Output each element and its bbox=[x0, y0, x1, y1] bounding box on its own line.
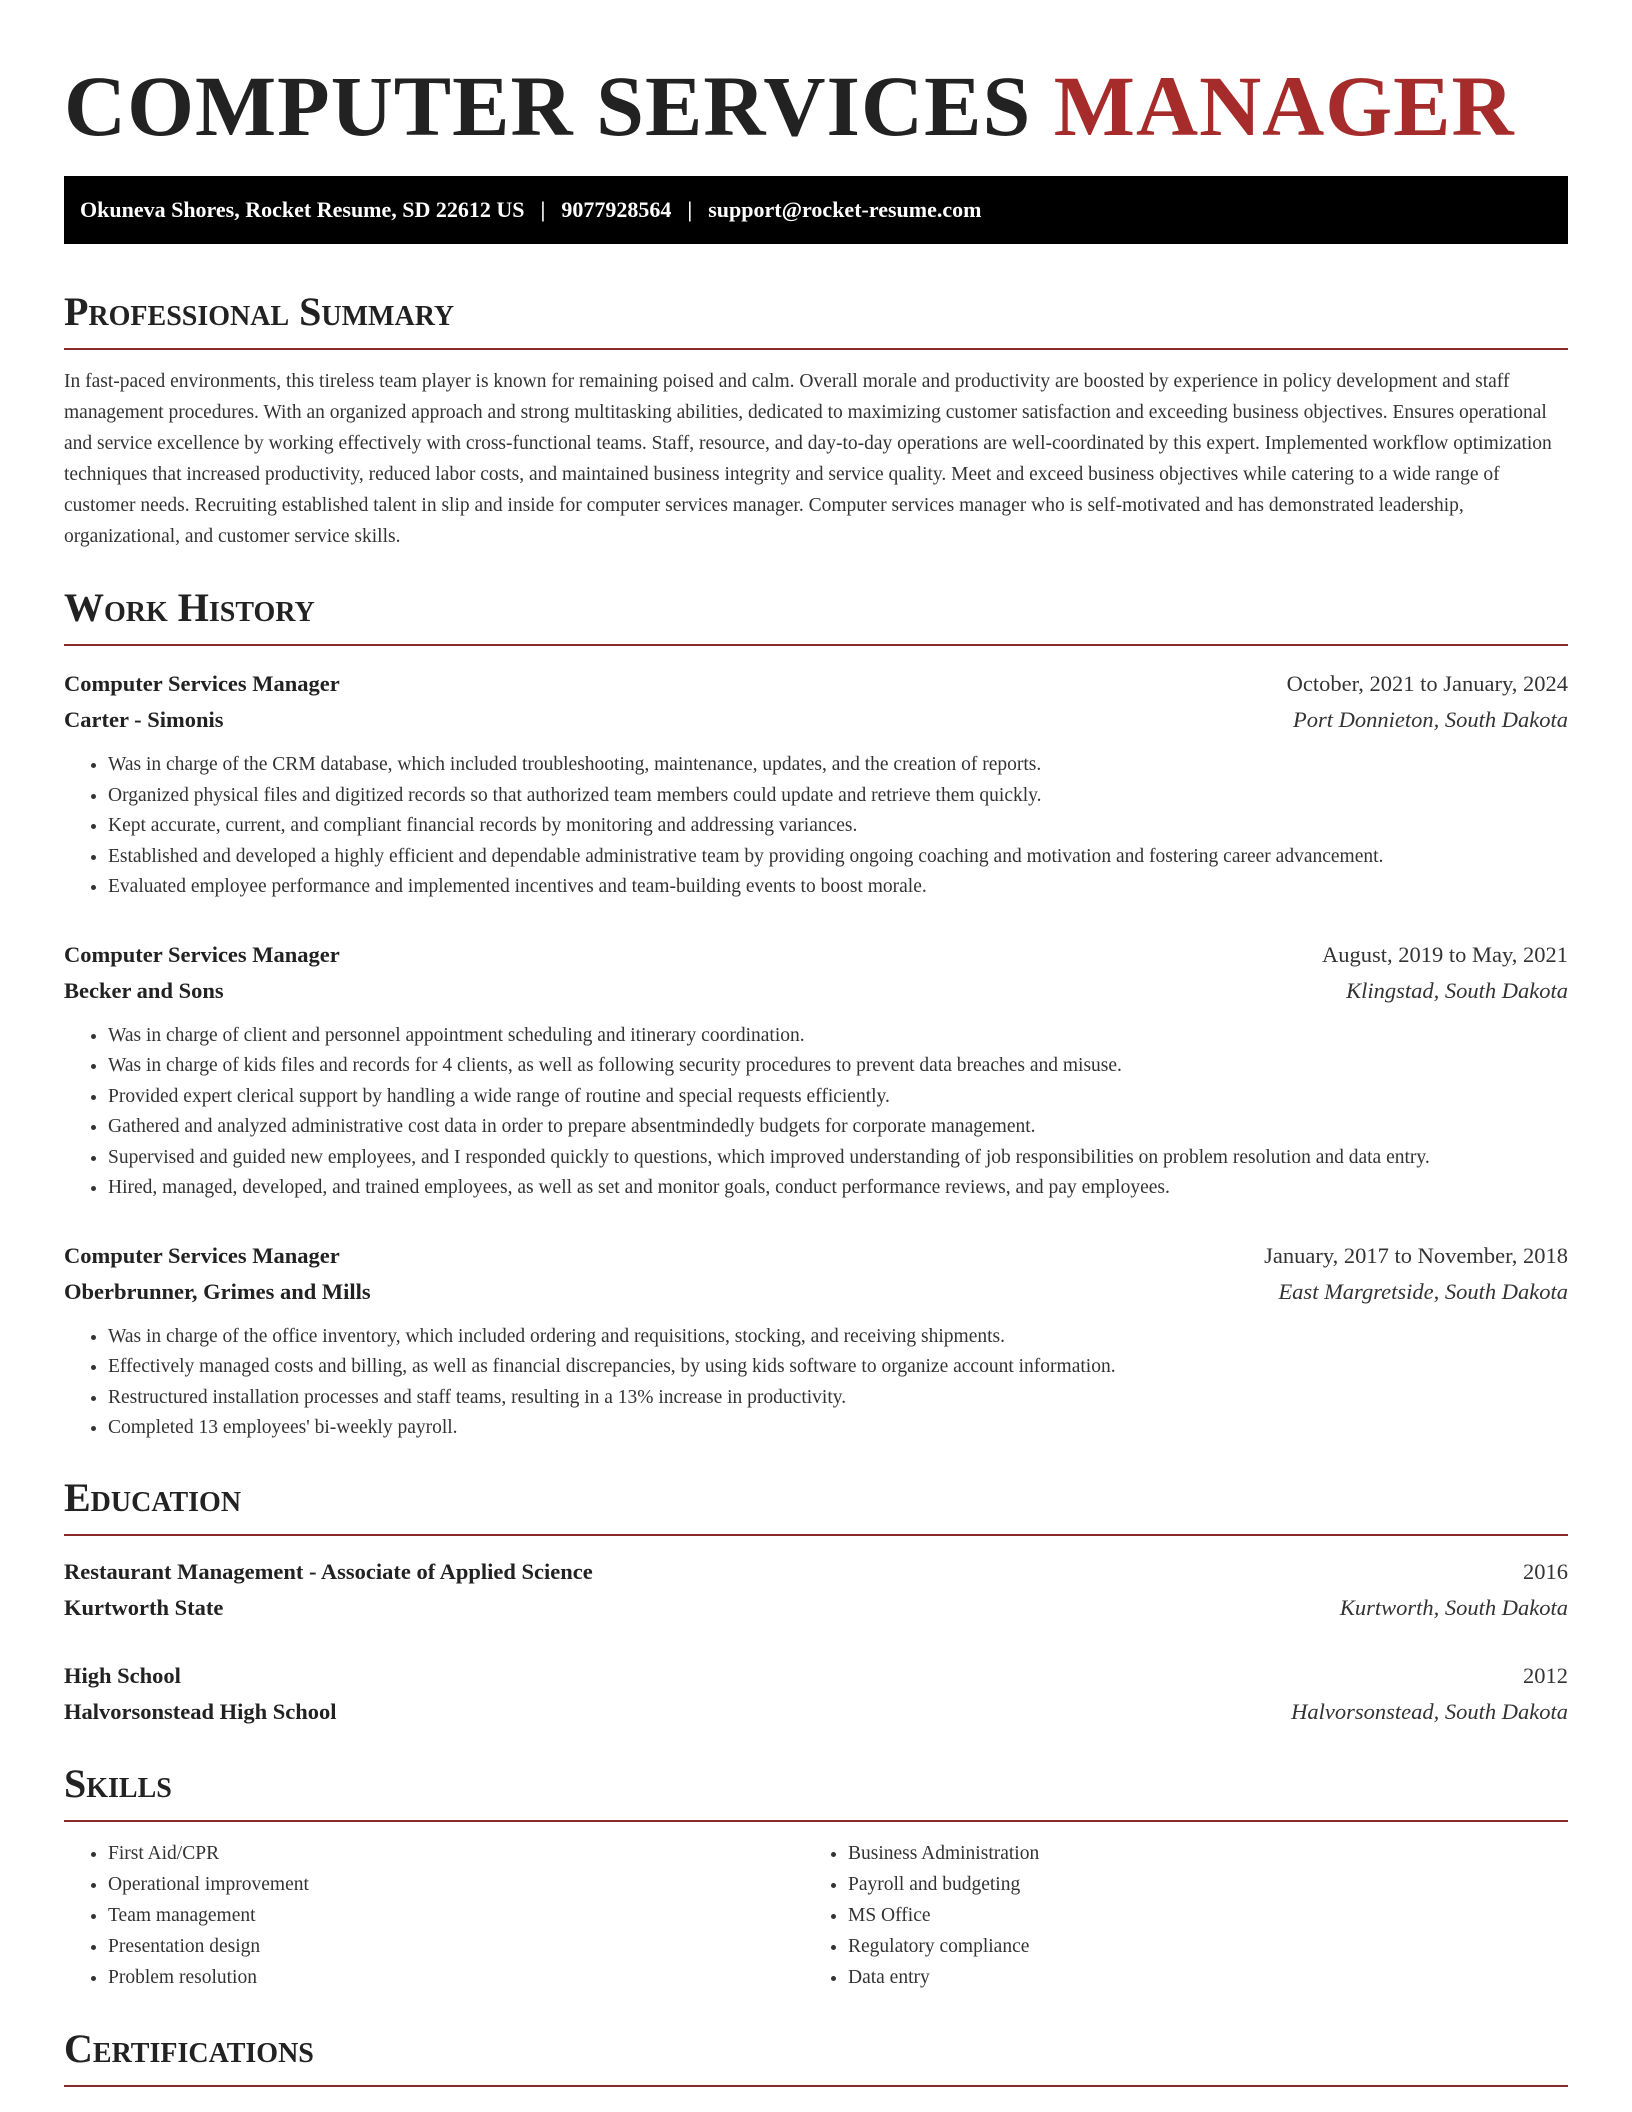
contact-phone: 9077928564 bbox=[561, 197, 672, 222]
work-history-section bbox=[64, 584, 1568, 1444]
list-item: • MS Office bbox=[848, 1900, 1544, 1931]
education-location: Halvorsonstead, South Dakota bbox=[1291, 1698, 1568, 1724]
certifications-section bbox=[64, 2025, 1568, 2087]
job-role: Computer Services Manager bbox=[64, 1242, 340, 1268]
job-entry bbox=[64, 937, 1568, 1204]
contact-address: Okuneva Shores, Rocket Resume, SD 22612 US bbox=[80, 197, 525, 222]
education-school: Kurtworth State bbox=[64, 1594, 224, 1620]
education-year: 2012 bbox=[1523, 1662, 1568, 1688]
job-company: Oberbrunner, Grimes and Mills bbox=[64, 1278, 371, 1304]
list-item: • Restructured installation processes and staff teams, resulting in a 13% increase in productivity. bbox=[108, 1383, 1568, 1414]
section-title-skills: Skills bbox=[64, 1760, 1568, 1822]
skills-grid bbox=[64, 1838, 1568, 1993]
job-entry bbox=[64, 1238, 1568, 1444]
job-company-row bbox=[64, 1274, 1568, 1310]
list-item: • Organized physical files and digitized records so that authorized team members could update and retrieve them quickly. bbox=[108, 781, 1568, 812]
section-title-education: Education bbox=[64, 1474, 1568, 1536]
list-item: • Completed 13 employees' bi-weekly payroll. bbox=[108, 1413, 1568, 1444]
list-item: • Presentation design bbox=[108, 1931, 804, 1962]
name-accent: MANAGER bbox=[1053, 58, 1515, 154]
job-header-row bbox=[64, 666, 1568, 702]
list-item: • Provided expert clerical support by handling a wide range of routine and special requests efficiently. bbox=[108, 1082, 1568, 1113]
job-location: Klingstad, South Dakota bbox=[1346, 977, 1568, 1003]
list-item: • Gathered and analyzed administrative cost data in order to prepare absentmindedly budgets for corporate management. bbox=[108, 1112, 1568, 1143]
contact-email: support@rocket-resume.com bbox=[708, 197, 982, 222]
list-item: • Operational improvement bbox=[108, 1869, 804, 1900]
skills-list-right bbox=[804, 1838, 1544, 1993]
list-item: • Business Administration bbox=[848, 1838, 1544, 1869]
list-item: • Problem resolution bbox=[108, 1962, 804, 1993]
education-entry bbox=[64, 1658, 1568, 1730]
job-location: Port Donnieton, South Dakota bbox=[1293, 707, 1568, 732]
education-section bbox=[64, 1474, 1568, 1730]
list-item: • Was in charge of the office inventory, which included ordering and requisitions, stocking, and receiving shipments. bbox=[108, 1322, 1568, 1353]
contact-bar bbox=[64, 176, 1568, 244]
job-company: Carter - Simonis bbox=[64, 707, 224, 732]
education-degree-row bbox=[64, 1658, 1568, 1694]
list-item: • Kept accurate, current, and compliant financial records by monitoring and addressing variances. bbox=[108, 811, 1568, 842]
education-location: Kurtworth, South Dakota bbox=[1339, 1594, 1568, 1620]
list-item: • Supervised and guided new employees, and I responded quickly to questions, which improved understanding of job responsibilities on problem resolution and data entry. bbox=[108, 1143, 1568, 1174]
section-title-work: Work History bbox=[64, 584, 1568, 646]
list-item: • Established and developed a highly efficient and dependable administrative team by providing ongoing coaching and motivation and fostering career advancement. bbox=[108, 842, 1568, 873]
list-item: • Hired, managed, developed, and trained employees, as well as set and monitor goals, conduct performance reviews, and pay employees. bbox=[108, 1173, 1568, 1204]
job-bullets bbox=[64, 1322, 1568, 1444]
education-school-row bbox=[64, 1590, 1568, 1626]
list-item: • Regulatory compliance bbox=[848, 1931, 1544, 1962]
job-dates: August, 2019 to May, 2021 bbox=[1321, 941, 1568, 967]
education-entry bbox=[64, 1554, 1568, 1626]
job-dates: January, 2017 to November, 2018 bbox=[1264, 1242, 1568, 1268]
job-role: Computer Services Manager bbox=[64, 941, 340, 967]
education-school-row bbox=[64, 1694, 1568, 1730]
list-item: • Effectively managed costs and billing, as well as financial discrepancies, by using kids software to organize account information. bbox=[108, 1352, 1568, 1383]
job-bullets bbox=[64, 750, 1568, 903]
list-item: • Evaluated employee performance and implemented incentives and team-building events to boost morale. bbox=[108, 872, 1568, 903]
list-item: • Was in charge of kids files and records for 4 clients, as well as following security procedures to prevent data breaches and misuse. bbox=[108, 1051, 1568, 1082]
education-school: Halvorsonstead High School bbox=[64, 1698, 337, 1724]
education-degree-row bbox=[64, 1554, 1568, 1590]
job-header-row bbox=[64, 1238, 1568, 1274]
page-title bbox=[64, 0, 1568, 156]
list-item: • Was in charge of client and personnel appointment scheduling and itinerary coordination. bbox=[108, 1021, 1568, 1052]
education-year: 2016 bbox=[1523, 1558, 1568, 1584]
name-main: COMPUTER SERVICES bbox=[64, 58, 1032, 154]
skills-list-left bbox=[64, 1838, 804, 1993]
list-item: • Was in charge of the CRM database, which included troubleshooting, maintenance, updates, and the creation of reports. bbox=[108, 750, 1568, 781]
job-company-row bbox=[64, 702, 1568, 738]
summary-section bbox=[64, 288, 1568, 552]
job-dates: October, 2021 to January, 2024 bbox=[1286, 671, 1568, 696]
list-item: • Payroll and budgeting bbox=[848, 1869, 1544, 1900]
job-location: East Margretside, South Dakota bbox=[1278, 1278, 1568, 1304]
job-company-row bbox=[64, 973, 1568, 1009]
summary-text: In fast-paced environments, this tireless team player is known for remaining poised and calm. Overall morale and productivity are boosted by experience in policy development and staff management procedures. With an organized approach and strong multitasking abilities, dedicated to maximizing customer satisfaction and exceeding business objectives. Ensures operational and service excellence by working effectively with cross-functional teams. Staff, resource, and day-to-day operations are well-coordinated by this expert. Implemented workflow optimization techniques that increased productivity, reduced labor costs, and maintained business integrity and service quality. Meet and exceed business objectives while catering to a wide range of customer needs. Recruiting established talent in slip and inside for computer services manager. Computer services manager who is self-motivated and has demonstrated leadership, organizational, and customer service skills. bbox=[64, 371, 1552, 547]
list-item: • First Aid/CPR bbox=[108, 1838, 804, 1869]
list-item: • Data entry bbox=[848, 1962, 1544, 1993]
job-entry bbox=[64, 666, 1568, 903]
skills-section bbox=[64, 1760, 1568, 1993]
education-degree: High School bbox=[64, 1662, 181, 1688]
resume-page bbox=[64, 0, 1568, 2087]
education-degree: Restaurant Management - Associate of Applied Science bbox=[64, 1558, 593, 1584]
contact-separator: | bbox=[540, 197, 546, 222]
section-title-certifications: Certifications bbox=[64, 2025, 1568, 2087]
job-role: Computer Services Manager bbox=[64, 671, 340, 696]
contact-separator: | bbox=[687, 197, 693, 222]
job-bullets bbox=[64, 1021, 1568, 1204]
list-item: • Team management bbox=[108, 1900, 804, 1931]
job-company: Becker and Sons bbox=[64, 977, 224, 1003]
job-header-row bbox=[64, 937, 1568, 973]
section-title-summary: Professional Summary bbox=[64, 288, 1568, 350]
